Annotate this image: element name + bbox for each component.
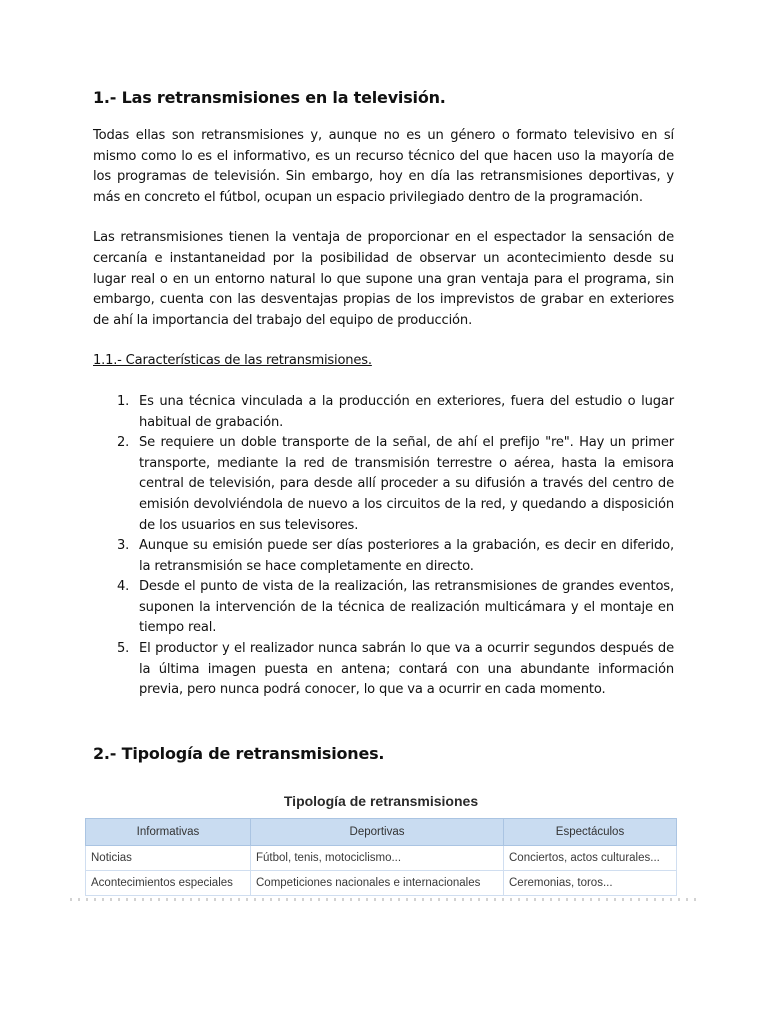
section-1-heading: 1.- Las retransmisiones en la televisión. xyxy=(93,88,446,107)
typology-figure xyxy=(85,793,677,896)
subsection-heading: 1.1.- Características de las retransmisiones. xyxy=(93,353,372,369)
table-cell: Noticias xyxy=(86,846,251,871)
typology-table xyxy=(85,818,677,896)
list-item xyxy=(93,639,674,701)
list-item-text: Es una técnica vinculada a la producción en exteriores, fuera del estudio o lugar habitual de grabación. xyxy=(139,393,674,430)
list-item-text: Se requiere un doble transporte de la señal, de ahí el prefijo "re". Hay un primer transporte, mediante la red de transmisión terrestre o aérea, hasta la emisora central de televisión, para desde allí proceder a su difusión a través del centro de emisión devolviéndola de nuevo a los circuitos de la red, y quedando a disposición de los usuarios en sus televisores. xyxy=(139,435,674,533)
list-item-number: 3. xyxy=(117,538,130,554)
column-header-informativas: Informativas xyxy=(86,819,251,846)
list-item xyxy=(93,536,674,577)
document-body xyxy=(93,88,674,763)
table-row xyxy=(86,871,677,896)
list-item-text: El productor y el realizador nunca sabrán lo que va a ocurrir segundos después de la última imagen puesta en antena; contará con una abundante información previa, pero nunca podrá conocer, lo que va a ocurrir en cada momento. xyxy=(139,641,674,698)
list-item-text: Desde el punto de vista de la realización, las retransmisiones de grandes eventos, suponen la intervención de la técnica de realización multicámara y el montaje en tiempo real. xyxy=(139,579,674,636)
figure-title: Tipología de retransmisiones xyxy=(283,793,479,809)
table-header-row xyxy=(86,819,677,846)
table-cell: Fútbol, tenis, motociclismo... xyxy=(251,846,504,871)
list-item-number: 5. xyxy=(117,641,130,657)
cropped-text-artifact xyxy=(70,898,700,901)
section-1-paragraph-2: Las retransmisiones tienen la ventaja de proporcionar en el espectador la sensación de cercanía e instantaneidad por la posibilidad de observar un acontecimiento desde su lugar real o en un entorno natural lo que supone una gran ventaja para el programa, sin embargo, cuenta con las desventajas propias de los imprevistos de grabar en exteriores de ahí la importancia del trabajo del equipo de producción. xyxy=(93,230,674,328)
list-item-number: 1. xyxy=(117,393,130,409)
list-item xyxy=(93,392,674,433)
list-item xyxy=(93,577,674,639)
list-item-text: Aunque su emisión puede ser días posteriores a la grabación, es decir en diferido, la retransmisión se hace completamente en directo. xyxy=(139,538,674,574)
table-cell: Ceremonias, toros... xyxy=(504,871,677,896)
column-header-deportivas: Deportivas xyxy=(251,819,504,846)
column-header-espectaculos: Espectáculos xyxy=(504,819,677,846)
list-item xyxy=(93,433,674,536)
list-item-number: 4. xyxy=(117,579,130,595)
list-item-number: 2. xyxy=(117,435,130,451)
characteristics-list xyxy=(93,392,674,701)
table-row xyxy=(86,846,677,871)
table-cell: Competiciones nacionales e internacionales xyxy=(251,871,504,896)
section-1-paragraph-1: Todas ellas son retransmisiones y, aunque no es un género o formato televisivo en sí mismo como lo es el informativo, es un recurso técnico del que hacen uso la mayoría de los programas de televisión. Sin embargo, hoy en día las retransmisiones deportivas, y más en concreto el fútbol, ocupan un espacio privilegiado dentro de la programación. xyxy=(93,128,674,205)
table-cell: Conciertos, actos culturales... xyxy=(504,846,677,871)
table-cell: Acontecimientos especiales xyxy=(86,871,251,896)
section-2-heading: 2.- Tipología de retransmisiones. xyxy=(93,743,385,763)
